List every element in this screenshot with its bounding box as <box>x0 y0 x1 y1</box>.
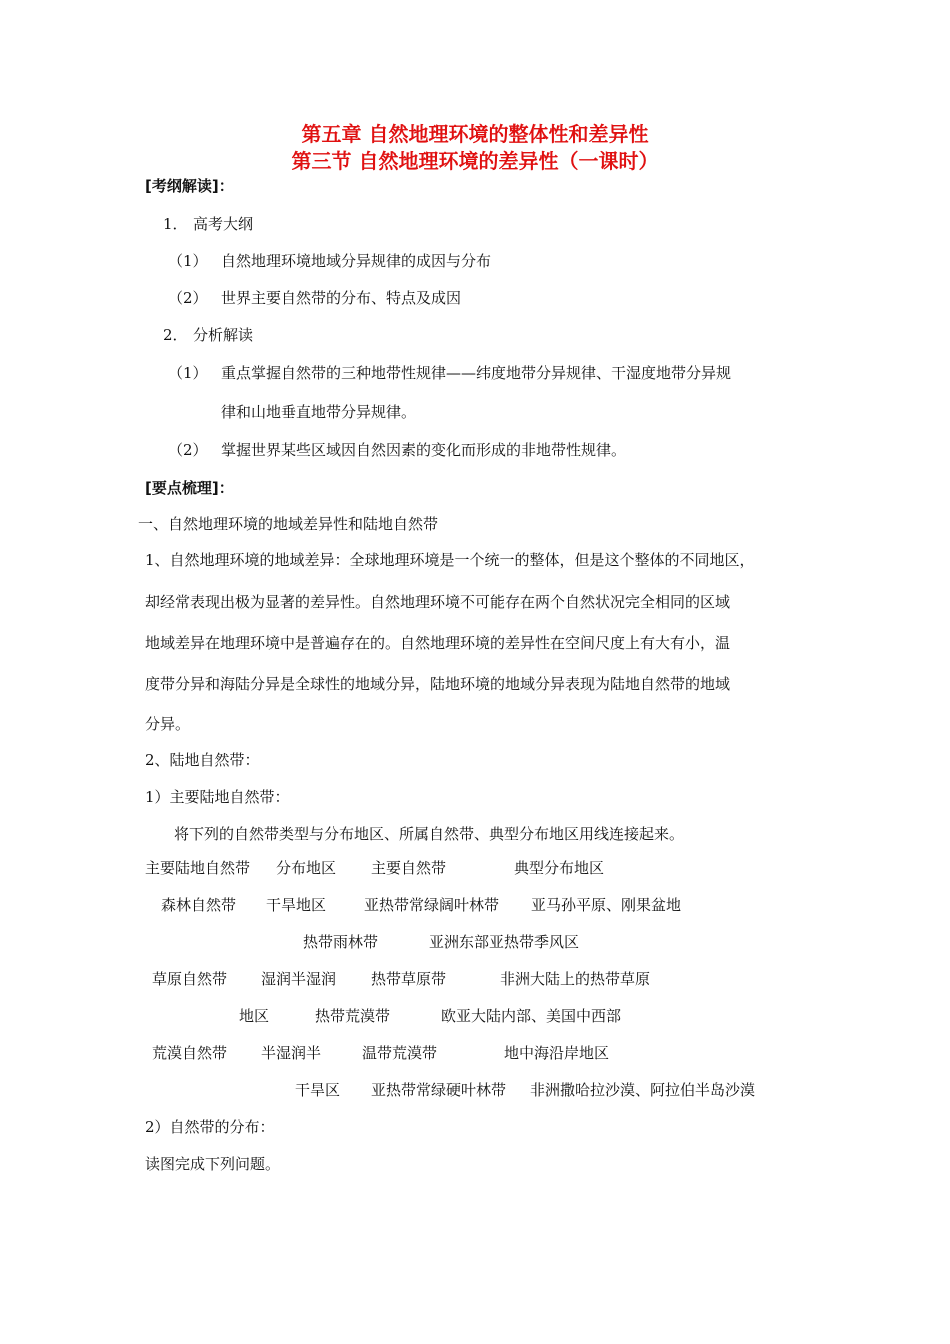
match-header-3: 主要自然带 <box>371 859 447 877</box>
match-cell: 地区 <box>239 1007 270 1025</box>
item2-1-num: （1） <box>168 364 208 382</box>
match-cell: 半湿润半 <box>261 1044 322 1062</box>
para5: 2）自然带的分布： <box>145 1118 275 1136</box>
match-cell: 热带草原带 <box>371 970 447 988</box>
match-cell: 干旱地区 <box>266 896 327 914</box>
item2-num: 2． <box>163 326 188 344</box>
item1-1-num: （1） <box>168 252 208 270</box>
para1-line1: 1、自然地理环境的地域差异：全球地理环境是一个统一的整体，但是这个整体的不同地区， <box>145 551 755 569</box>
match-cell: 亚洲东部亚热带季风区 <box>429 933 580 951</box>
match-cell: 欧亚大陆内部、美国中西部 <box>441 1007 622 1025</box>
item2-2-num: （2） <box>168 441 208 459</box>
match-cell: 非洲撒哈拉沙漠、阿拉伯半岛沙漠 <box>530 1081 756 1099</box>
match-cell: 温带荒漠带 <box>362 1044 438 1062</box>
match-cell: 亚热带常绿阔叶林带 <box>364 896 500 914</box>
item1-num: 1． <box>163 215 188 233</box>
para6: 读图完成下列问题。 <box>145 1155 281 1173</box>
para4: 将下列的自然带类型与分布地区、所属自然带、典型分布地区用线连接起来。 <box>174 825 685 843</box>
match-cell: 热带荒漠带 <box>315 1007 391 1025</box>
item1-2-num: （2） <box>168 289 208 307</box>
match-cell: 热带雨林带 <box>303 933 379 951</box>
para1-line2: 却经常表现出极为显著的差异性。自然地理环境不可能存在两个自然状况完全相同的区域 <box>145 593 731 611</box>
para1-line4: 度带分异和海陆分异是全球性的地域分异，陆地环境的地域分异表现为陆地自然带的地域 <box>145 675 731 693</box>
item1-text: 高考大纲 <box>193 215 254 233</box>
para2: 2、陆地自然带： <box>145 751 260 769</box>
chapter-title: 第五章 自然地理环境的整体性和差异性 <box>301 122 649 146</box>
item2-text: 分析解读 <box>193 326 254 344</box>
para1-line3: 地域差异在地理环境中是普遍存在的。自然地理环境的差异性在空间尺度上有大有小，温 <box>145 634 731 652</box>
item1-1-text: 自然地理环境地域分异规律的成因与分布 <box>221 252 492 270</box>
yaodian-heading: [要点梳理]： <box>145 479 234 497</box>
para1-line5: 分异。 <box>145 715 191 733</box>
match-header-2: 分布地区 <box>276 859 337 877</box>
item2-2-text: 掌握世界某些区域因自然因素的变化而形成的非地带性规律。 <box>221 441 627 459</box>
item2-1-text-b: 律和山地垂直地带分异规律。 <box>221 403 417 421</box>
section-title: 第三节 自然地理环境的差异性（一课时） <box>291 149 659 173</box>
match-header-4: 典型分布地区 <box>514 859 605 877</box>
para3: 1）主要陆地自然带： <box>145 788 290 806</box>
match-cell: 荒漠自然带 <box>152 1044 228 1062</box>
part1-heading: 一、自然地理环境的地域差异性和陆地自然带 <box>138 515 439 533</box>
match-cell: 地中海沿岸地区 <box>504 1044 610 1062</box>
match-cell: 草原自然带 <box>152 970 228 988</box>
match-header-1: 主要陆地自然带 <box>145 859 251 877</box>
match-cell: 森林自然带 <box>161 896 237 914</box>
kaogang-heading: [考纲解读]： <box>145 177 234 195</box>
match-cell: 非洲大陆上的热带草原 <box>500 970 651 988</box>
item1-2-text: 世界主要自然带的分布、特点及成因 <box>221 289 462 307</box>
item2-1-text-a: 重点掌握自然带的三种地带性规律——纬度地带分异规律、干湿度地带分异规 <box>221 364 732 382</box>
match-cell: 湿润半湿润 <box>261 970 337 988</box>
match-cell: 亚热带常绿硬叶林带 <box>371 1081 507 1099</box>
match-cell: 干旱区 <box>295 1081 341 1099</box>
match-cell: 亚马孙平原、刚果盆地 <box>531 896 682 914</box>
